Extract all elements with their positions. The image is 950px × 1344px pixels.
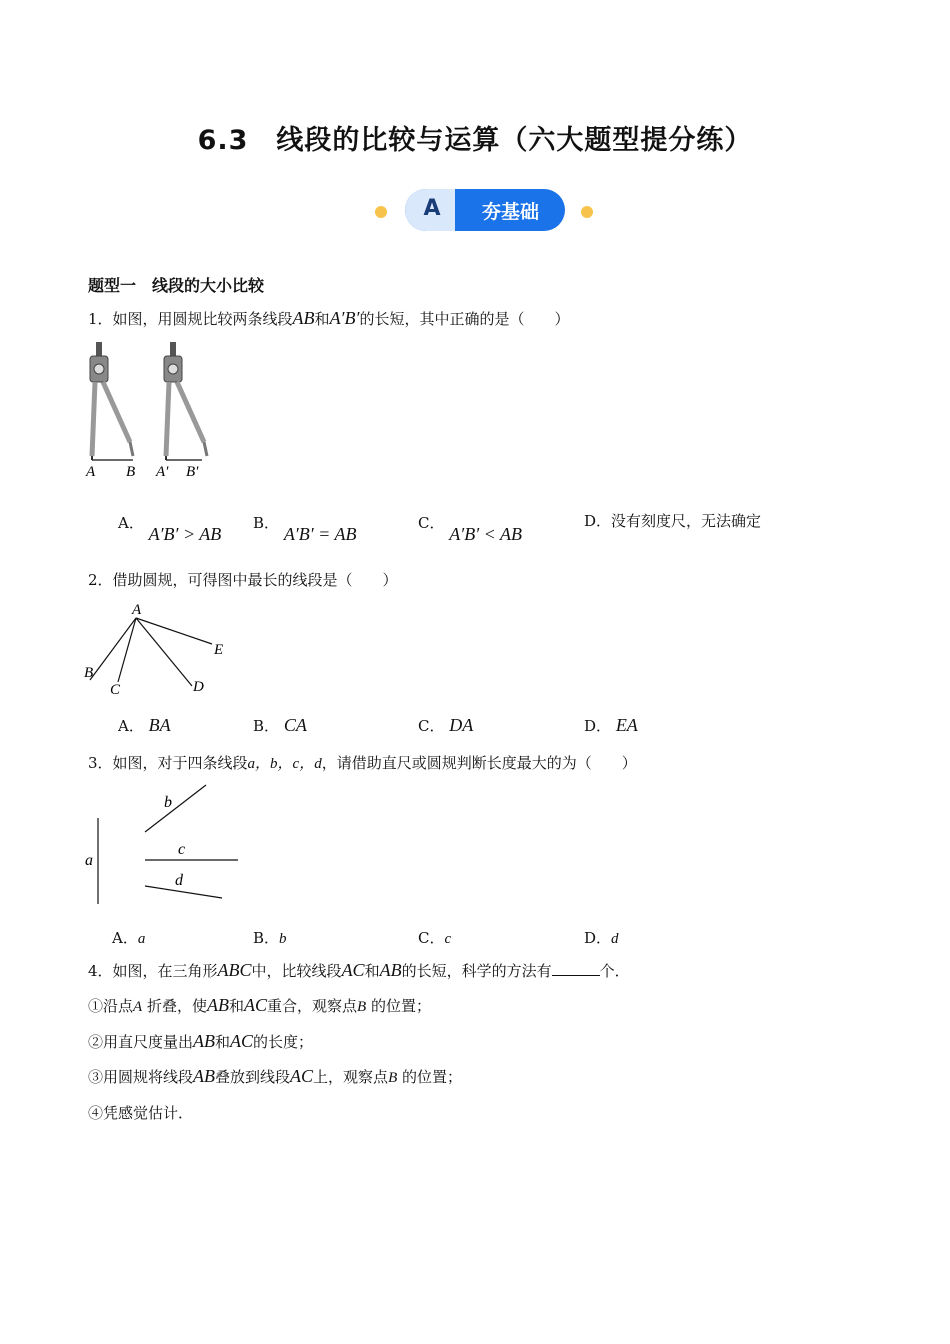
q4-item-4: ④凭感觉估计． [88, 1104, 194, 1122]
q3-vars: a，b，c，d [247, 756, 322, 772]
label-b-prime: B′ [186, 464, 199, 480]
section-banner [290, 186, 680, 236]
q2-option-b[interactable]: B． CA [253, 715, 307, 735]
label-seg-a: a [85, 852, 93, 869]
compass-left-icon [90, 342, 133, 460]
point-d: D [193, 679, 204, 695]
label-seg-b: b [164, 794, 172, 811]
point-c: C [110, 682, 121, 698]
segment-b [145, 785, 206, 832]
question-2-stem: 2．借助圆规，可得图中最长的线段是（ ） [88, 571, 398, 589]
q3-option-b[interactable]: B．b [253, 929, 287, 947]
q2-option-a[interactable]: A． BA [118, 715, 171, 735]
question-4-stem: 4．如图，在三角形ABC中，比较线段AC和AB的长短，科学的方法有 个． [88, 960, 630, 980]
segment-d [145, 886, 222, 898]
q3-option-d[interactable]: D．d [584, 929, 619, 947]
compass-right-icon [164, 342, 207, 460]
math-ab: AB [292, 308, 315, 328]
q3-option-a[interactable]: A．a [112, 929, 146, 947]
label-a: A [86, 464, 96, 480]
banner-dot-right [581, 206, 593, 218]
question-3-stem: 3．如图，对于四条线段a，b，c，d，请借助直尺或圆规判断长度最大的为（ ） [88, 754, 637, 772]
section-heading: 题型一 线段的大小比较 [88, 276, 265, 295]
q2-option-d[interactable]: D． EA [584, 715, 638, 735]
q1-option-a[interactable]: A． A′B′ > AB [118, 514, 222, 544]
banner-text: 夯基础 [481, 201, 539, 223]
answer-blank[interactable] [552, 961, 600, 976]
label-a-prime: A′ [156, 464, 169, 480]
q4-item-3: ③用圆规将线段AB叠放到线段AC上，观察点B 的位置； [88, 1066, 463, 1086]
q1-option-b[interactable]: B． A′B′ = AB [253, 514, 357, 544]
q1-option-c[interactable]: C． A′B′ < AB [418, 514, 522, 544]
banner-letter: A [423, 196, 441, 221]
label-seg-d: d [175, 872, 183, 889]
page-title: 6.3 线段的比较与运算（六大题型提分练） [197, 125, 753, 156]
question-1-stem: 1．如图，用圆规比较两条线段AB和A′B′的长短，其中正确的是（ ） [88, 308, 570, 328]
q1-option-d[interactable]: D．没有刻度尺，无法确定 [584, 512, 762, 530]
label-b: B [126, 464, 136, 480]
q4-item-1: ①沿点A 折叠，使AB和AC重合，观察点B 的位置； [88, 995, 431, 1015]
label-seg-c: c [178, 841, 186, 858]
banner-dot-left [375, 206, 387, 218]
q4-item-2: ②用直尺度量出AB和AC的长度； [88, 1031, 314, 1051]
point-a: A [132, 602, 142, 618]
q3-option-c[interactable]: C．c [418, 929, 452, 947]
q2-option-c[interactable]: C． DA [418, 715, 474, 735]
point-e: E [214, 642, 224, 658]
math-apbp: A′B′ [329, 308, 360, 328]
four-segments-figure [80, 780, 250, 910]
compass-figure [80, 338, 220, 483]
rays-figure [80, 598, 240, 698]
point-b: B [84, 665, 94, 681]
